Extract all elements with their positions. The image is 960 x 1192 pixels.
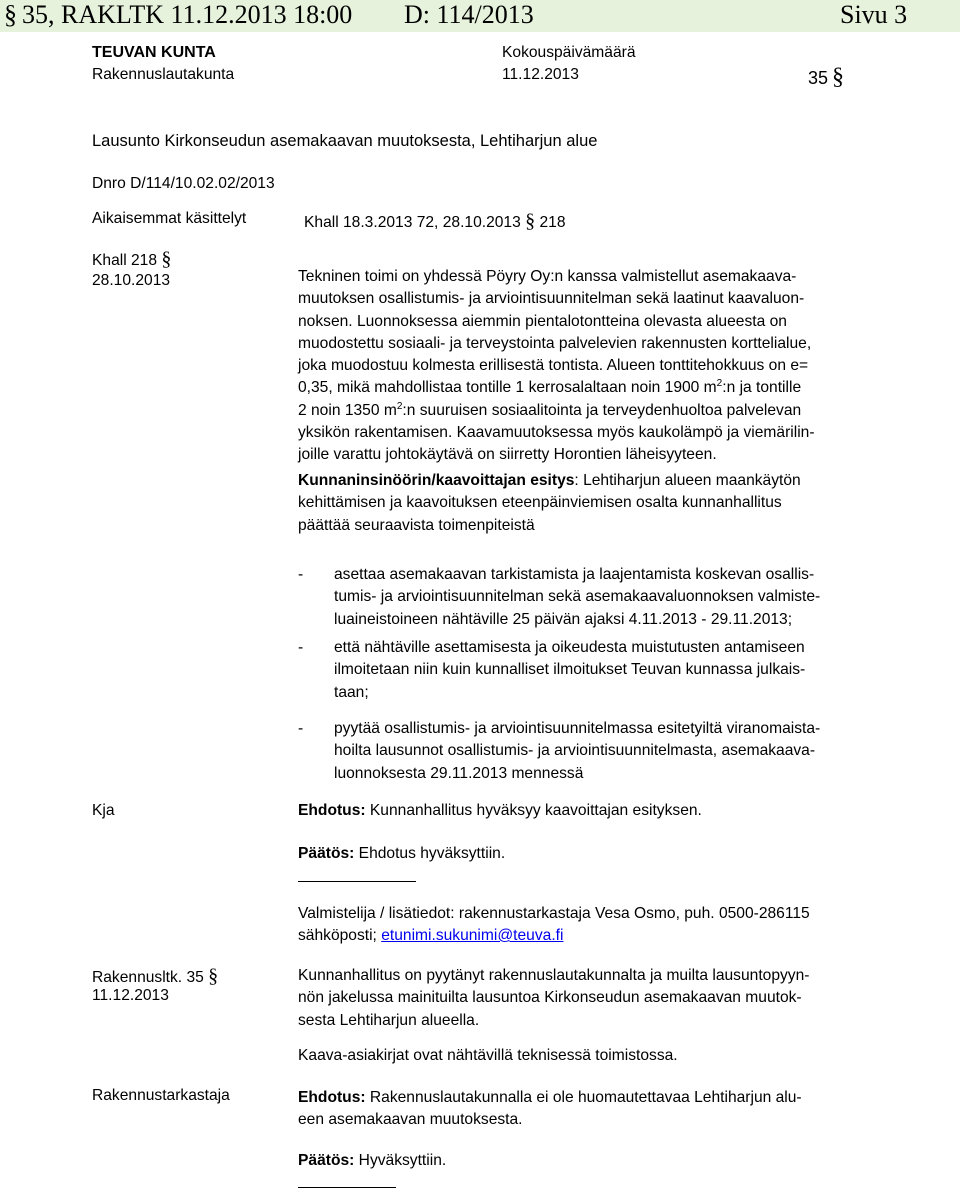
rakennustarkastaja-proposal-line [298, 1087, 898, 1109]
khall-line-part: 2 noin 1350 m [298, 401, 397, 419]
khall-line: muutoksen osallistumis- ja arviointisuunnitelman sekä laatinut kaavaluon- [298, 290, 805, 308]
item-section-sign: § [832, 64, 844, 90]
rakennusltk-date: 11.12.2013 [92, 987, 169, 1004]
khall-line: noksen. Luonnoksessa aiemmin pientalotontteina olevasta alueesta on [298, 312, 787, 330]
khall-line-part: :n suuruisen sosiaalitointa ja terveydenhuoltoa palvelevan [402, 401, 802, 419]
header-page-number: Sivu 3 [840, 0, 908, 29]
meeting-date-label: Kokouspäivämäärä [502, 44, 636, 61]
khall-ref [92, 248, 171, 271]
previous-handling-label: Aikaisemmat käsittelyt [92, 210, 247, 227]
proposal-line: päättää seuraavista toimenpiteistä [298, 516, 535, 534]
khall-line-part: :n ja tontille [722, 379, 802, 397]
bullet-text [334, 564, 820, 631]
contact-email-prefix: sähköposti; [298, 927, 382, 944]
kja-label: Kja [92, 802, 115, 819]
rakennusltk-paragraph [298, 965, 898, 1032]
contact-email-link[interactable]: etunimi.sukunimi@teuva.fi [381, 927, 564, 944]
khall-line [298, 377, 898, 399]
previous-section-sign: § [525, 210, 536, 232]
khall-ref-text: Khall 218 [92, 252, 158, 269]
previous-handling-date: Khall 18.3.2013 72, 28.10.2013 [304, 214, 521, 231]
superscript-2: 2 [396, 400, 403, 412]
khall-line: Tekninen toimi on yhdessä Pöyry Oy:n kanssa valmistellut asemakaava- [298, 268, 797, 285]
bullet-line: pyytää osallistumis- ja arviointisuunnitelmassa esitetyiltä viranomaista- [334, 720, 821, 737]
bullet-text [334, 637, 805, 704]
kja-proposal [298, 802, 702, 820]
bullet-line: ilmoitetaan niin kuin kunnalliset ilmoitukset Teuvan kunnassa julkais- [334, 661, 806, 679]
khall-date: 28.10.2013 [92, 272, 171, 289]
bullet-dash: - [298, 720, 304, 737]
contact-email-line [298, 927, 563, 945]
khall-line: joka muodostuu kolmesta erillisestä tontista. Alueen tonttitehokkuus on e= [298, 357, 809, 375]
header-meeting-ref: 35, RAKLTK 11.12.2013 18:00 [22, 0, 353, 29]
proposal-line-part: : Lehtiharjun alueen maankäytön [574, 472, 801, 489]
signature-rule-bottom [298, 1187, 396, 1188]
proposal-line: kehittämisen ja kaavoituksen eteenpäinviemisen osalta kunnanhallitus [298, 494, 782, 512]
rakennustarkastaja-proposal-line: een asemakaavan muutoksesta. [298, 1111, 523, 1129]
signature-rule [298, 881, 416, 882]
khall-line: joille varattu johtokäytävä on siirretty Horontien läheisyyteen. [298, 446, 717, 464]
rakennusltk-note: Kaava-asiakirjat ovat nähtävillä teknisessä toimistossa. [298, 1047, 678, 1064]
kja-proposal-text: Kunnanhallitus hyväksyy kaavoittajan esityksen. [365, 802, 702, 819]
khall-line: yksikön rakentamisen. Kaavamuutoksessa myös kaukolämpö ja viemärilin- [298, 424, 815, 442]
kja-decision-text: Ehdotus hyväksyttiin. [354, 845, 506, 862]
rakennustarkastaja-decision-label: Päätös: [298, 1152, 355, 1169]
khall-line: muodostettu sosiaali- ja terveystointa palvelevien rakennusten korttelialue, [298, 334, 812, 352]
dnro: Dnro D/114/10.02.02/2013 [92, 175, 275, 192]
bullet-dash: - [298, 639, 304, 656]
rakennustarkastaja-proposal-label: Ehdotus: [298, 1089, 366, 1106]
contact-line: Valmistelija / lisätiedot: rakennustarkastaja Vesa Osmo, puh. 0500-286115 [298, 905, 810, 922]
kja-decision-label: Päätös: [298, 845, 355, 862]
khall-paragraph [298, 266, 898, 467]
document-title: Lausunto Kirkonseudun asemakaavan muutoksesta, Lehtiharjun alue [92, 132, 598, 150]
rakennustarkastaja-decision-text: Hyväksyttiin. [354, 1152, 447, 1169]
rakennustarkastaja-label: Rakennustarkastaja [92, 1087, 230, 1104]
org-unit: Rakennuslautakunta [92, 66, 235, 83]
bullet-line: luonnoksesta 29.11.2013 mennessä [334, 764, 584, 782]
previous-handling-number: 218 [539, 214, 566, 231]
org-name: TEUVAN KUNTA [92, 44, 216, 61]
header-document-number: D: 114/2013 [404, 0, 534, 29]
rakennusltk-section-sign: § [208, 965, 219, 987]
previous-handling-value [304, 210, 566, 233]
bullet-line: että nähtäville asettamisesta ja oikeudesta muistutusten antamiseen [334, 639, 805, 656]
proposal-line [298, 470, 898, 492]
khall-line-part: 0,35, mikä mahdollistaa tontille 1 kerrosalaltaan noin 1900 m [298, 379, 717, 397]
meeting-date: 11.12.2013 [502, 66, 579, 83]
bullet-line: hoilta lausunnot osallistumis- ja arviointisuunnitelmasta, asemakaava- [334, 742, 816, 760]
rakennustarkastaja-decision [298, 1152, 446, 1170]
rakennusltk-line: sesta Lehtiharjun alueella. [298, 1011, 480, 1029]
item-number: 35 [808, 68, 829, 88]
bullet-line: tumis- ja arviointisuunnitelman sekä asemakaavaluonnoksen valmiste- [334, 588, 821, 606]
proposal-paragraph [298, 470, 898, 537]
rakennustarkastaja-proposal-text: Rakennuslautakunnalla ei ole huomautettavaa Lehtiharjun alu- [365, 1089, 802, 1106]
bullet-text [334, 718, 820, 785]
rakennusltk-ref-text: Rakennusltk. 35 [92, 969, 204, 986]
kja-decision [298, 845, 505, 863]
rakennusltk-line: nön jakelussa mainituilta lausuntoa Kirkonseudun asemakaavan muutok- [298, 989, 802, 1007]
rakennusltk-ref [92, 965, 218, 988]
kja-proposal-label: Ehdotus: [298, 802, 366, 819]
bullet-line: asettaa asemakaavan tarkistamista ja laajentamista koskevan osallis- [334, 566, 815, 583]
rakennusltk-line: Kunnanhallitus on pyytänyt rakennuslautakunnalta ja muilta lausuntopyyn- [298, 967, 810, 984]
bullet-dash: - [298, 566, 304, 583]
rakennustarkastaja-proposal [298, 1087, 898, 1132]
bullet-line: luaineistoineen nähtäville 25 päivän ajaksi 4.11.2013 - 29.11.2013; [334, 610, 793, 628]
khall-line [298, 400, 898, 422]
proposal-lead: Kunnaninsinöörin/kaavoittajan esitys [298, 472, 575, 489]
header-section-sign-left: § [4, 0, 17, 29]
khall-section-sign: § [161, 248, 172, 270]
bullet-line: taan; [334, 683, 369, 701]
superscript-2: 2 [716, 378, 723, 390]
